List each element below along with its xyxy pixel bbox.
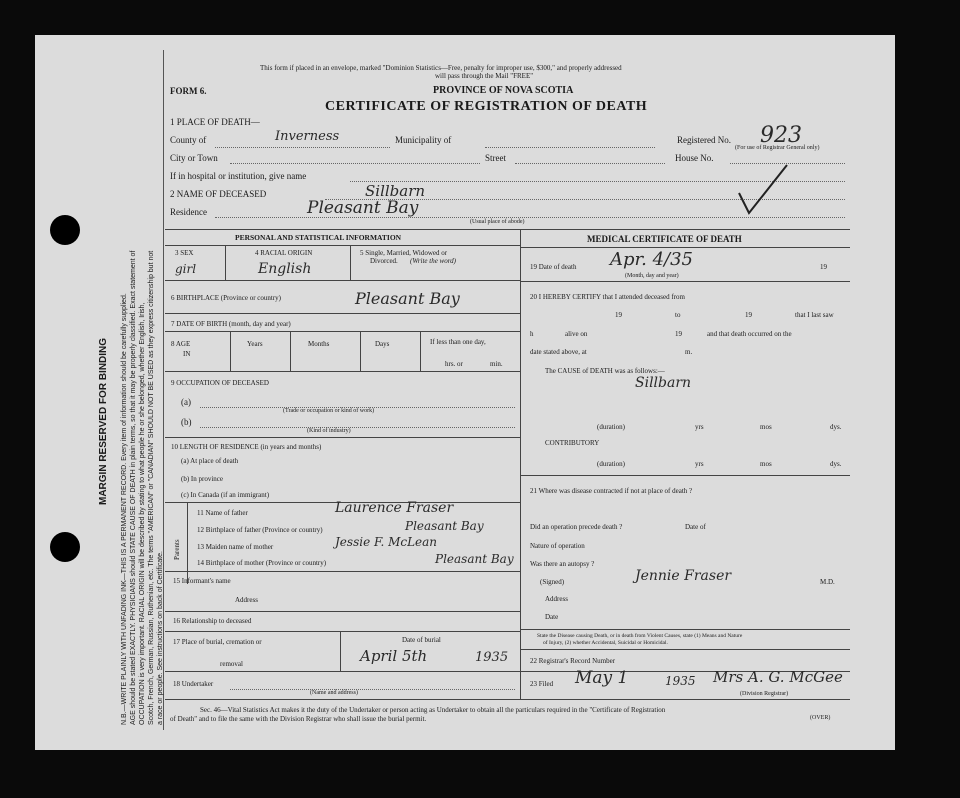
footer-note: Sec. 46—Vital Statistics Act makes it the duty of the Undertaker or person acting as Undertaker to obtain all the particulars required in the "Certificate of Registration — [200, 706, 666, 714]
filed-date: May 1 — [575, 668, 629, 688]
place-heading: 1 PLACE OF DEATH— — [170, 117, 260, 127]
city-label: City or Town — [170, 153, 218, 163]
parents-label: Parents — [173, 539, 181, 560]
page-title: CERTIFICATE OF REGISTRATION OF DEATH — [325, 99, 648, 114]
sex-value: girl — [175, 262, 197, 276]
house-label: House No. — [675, 153, 714, 163]
street-label: Street — [485, 153, 506, 163]
residence-length-label: 10 LENGTH OF RESIDENCE (in years and months) — [171, 443, 322, 451]
filed-year: 1935 — [665, 674, 696, 688]
age-label: 8 AGE — [171, 340, 191, 348]
footer-note: of Death" and to file the same with the Division Registrar who shall issue the burial permit. — [170, 715, 427, 723]
form-number: FORM 6. — [170, 86, 207, 96]
physician-signature: Jennie Fraser — [635, 568, 732, 584]
months-label: Months — [308, 340, 330, 348]
days-label: Days — [375, 340, 390, 348]
check-mark-icon — [735, 163, 795, 218]
cause-label: The CAUSE of DEATH was as follows:— — [545, 367, 665, 375]
division-registrar-signature: Mrs A. G. McGee — [713, 668, 843, 686]
burial-year: 1935 — [475, 650, 509, 665]
dob-label: 7 DATE OF BIRTH (month, day and year) — [171, 320, 291, 328]
county-value: Inverness — [275, 129, 340, 144]
margin-note: OCCUPATION is very important. RACIAL ORIGIN will be described by stating to what people he or she belonged, whether English, Irish, — [139, 302, 146, 725]
cause-value: Sillbarn — [635, 375, 692, 391]
margin-note: Scotch, French, German, Russian, Ruthenian, etc. The terms "AMERICAN" or "CANADIAN" SHOULD NOT BE USED as they express citizenship but not — [148, 250, 155, 725]
sex-label: 3 SEX — [175, 249, 194, 257]
marital-label: 5 Single, Married, Widowed or — [360, 249, 448, 257]
birthplace-label: 6 BIRTHPLACE (Province or country) — [171, 294, 282, 302]
medical-heading: MEDICAL CERTIFICATE OF DEATH — [587, 234, 742, 244]
punch-hole-bottom — [50, 532, 80, 562]
hospital-label: If in hospital or institution, give name — [170, 171, 307, 181]
residence-note: (Usual place of abode) — [470, 219, 525, 225]
county-label: County of — [170, 135, 207, 145]
racial-label: 4 RACIAL ORIGIN — [255, 249, 313, 257]
father-name: Laurence Fraser — [335, 500, 454, 516]
mother-name: Jessie F. McLean — [335, 535, 438, 549]
mother-birthplace: Pleasant Bay — [435, 552, 514, 566]
registered-number: 923 — [760, 123, 802, 148]
over-label: (OVER) — [810, 715, 831, 721]
margin-note: N.B.—WRITE PLAINLY WITH UNFADING INK—THIS IS A PERMANENT RECORD. Every item of information should be carefully supplied. — [121, 293, 128, 725]
registered-label: Registered No. — [677, 135, 731, 145]
burial-date: April 5th — [360, 647, 428, 665]
residence-label: Residence — [170, 207, 207, 217]
occupation-label: 9 OCCUPATION OF DECEASED — [171, 379, 269, 387]
registered-note: (For use of Registrar General only) — [735, 145, 820, 151]
mail-note: will pass through the Mail "FREE" — [435, 72, 534, 80]
father-birthplace: Pleasant Bay — [405, 519, 484, 533]
residence-value: Pleasant Bay — [307, 198, 419, 218]
years-label: Years — [247, 340, 263, 348]
birthplace-value: Pleasant Bay — [355, 289, 460, 308]
death-date: Apr. 4/35 — [610, 249, 694, 270]
margin-note: AGE should be stated EXACTLY. PHYSICIANS should STATE CAUSE OF DEATH in plain terms, so that it may be properly classified. Exact statement of — [130, 250, 137, 725]
death-certificate: MARGIN RESERVED FOR BINDING N.B.—WRITE PLAINLY WITH UNFADING INK—THIS IS A PERMANENT RECORD. Every item of information should be carefully supplied. AGE should be stated EXACTLY. PHYSICIANS should STATE CAUSE OF DEATH in plain terms, so that it may be properly classified. Exact statement of OCCUPATION is very important. RACIAL ORIGIN will be described by stating to what people he or she belonged, whether English, Irish, Scotch, French, German, Russian, Ruthenian, etc. The terms "AMERICAN" or "CANADIAN" SHOULD NOT BE USED as they express citizenship but not a race or people. See instructions on back of Certificate. This form if placed in an envelope, marked "Dominion Statistics—Free, penalty for improper use, $300," and properly addressed will pass through the Mail "FREE" FORM 6. PROVINCE OF NOVA SCOTIA CERTIFICATE OF REGISTRATION OF DEATH 1 PLACE OF DEATH— County of Inverness Municipality of Registered No. 923 (For use of Registrar General only) City or Town Street House No. If in hospital or institution, give name 2 NAME OF DECEASED Sillbarn Residence Pleasant Bay (Usual place of abode) PERSONAL AND STATISTICAL INFORMATION 3 SEX girl 4 RACIAL ORIGIN English 5 Single, Married, Widowed or Divorced. (Write the word) 6 BIRTHPLACE (Province or country) Pleasant Bay 7 DATE OF BIRTH (month, day and year) 8 AGE IN Years Months Days If less than one day, hrs. or min. 9 OCCUPATION OF DECEASED (a) (Trade or occupation or kind of work) (b) (Kind of industry) 10 LENGTH OF RESIDENCE (in years and months) (a) At place of death (b) In province (c) In Canada (if an immigrant) Parents 11 Name of father Laurence Fraser 12 Birthplace of father (Province or country) Pleasant Bay 13 Maiden name of mother Jessie F. McLean 14 Birthplace of mother (Province or country) Pleasant Bay 15 Informant's name Address 16 Relationship to deceased 17 Place of burial, cremation or removal Date of burial April 5th 1935 18 Undertaker (Name and address) MEDICAL CERTIFICATE OF DEATH 19 Date of death Apr. 4/35 19 (Month, day and year) 20 I HEREBY CERTIFY that I attended deceased from 19 to 19 that I last saw h alive on 19 and that death occurred on the date stated above, at m. The CAUSE of DEATH was as follows:— Sillbarn (duration) yrs mos dys. CONTRIBUTORY (duration) yrs mos dys. 21 Where was disease contracted if not at place of death ? Did an operation precede death ? Date of Nature of operation Was there an autopsy ? (Signed) Jennie Fraser M.D. Address Date State the Disease causing Death, or in death from Violent Causes, state (1) Means and Nature of Injury, (2) whether Accidental, Suicidal or Homicidal. 22 Registrar's Record Number 23 Filed May 1 1935 Mrs A. G. McGee (Division Registrar) Sec. 46—Vital Statistics Act makes it the duty of the Undertaker or person acting as Undertaker to obtain all the particulars required in the "Certificate of Registration of Death" and to file the same with the Division Registrar who shall issue the burial permit. (OVER) — [35, 35, 895, 750]
margin-title: MARGIN RESERVED FOR BINDING — [98, 337, 109, 505]
margin-note: a race or people. See instructions on back of Certificate. — [157, 551, 164, 725]
personal-heading: PERSONAL AND STATISTICAL INFORMATION — [235, 233, 402, 242]
province-heading: PROVINCE OF NOVA SCOTIA — [433, 85, 574, 96]
name-label: 2 NAME OF DECEASED — [170, 189, 267, 199]
deceased-name: Sillbarn — [365, 182, 426, 200]
punch-hole-top — [50, 215, 80, 245]
mail-note: This form if placed in an envelope, marked "Dominion Statistics—Free, penalty for improper use, $300," and properly addressed — [260, 64, 622, 72]
municipality-label: Municipality of — [395, 135, 452, 145]
racial-value: English — [258, 261, 312, 277]
